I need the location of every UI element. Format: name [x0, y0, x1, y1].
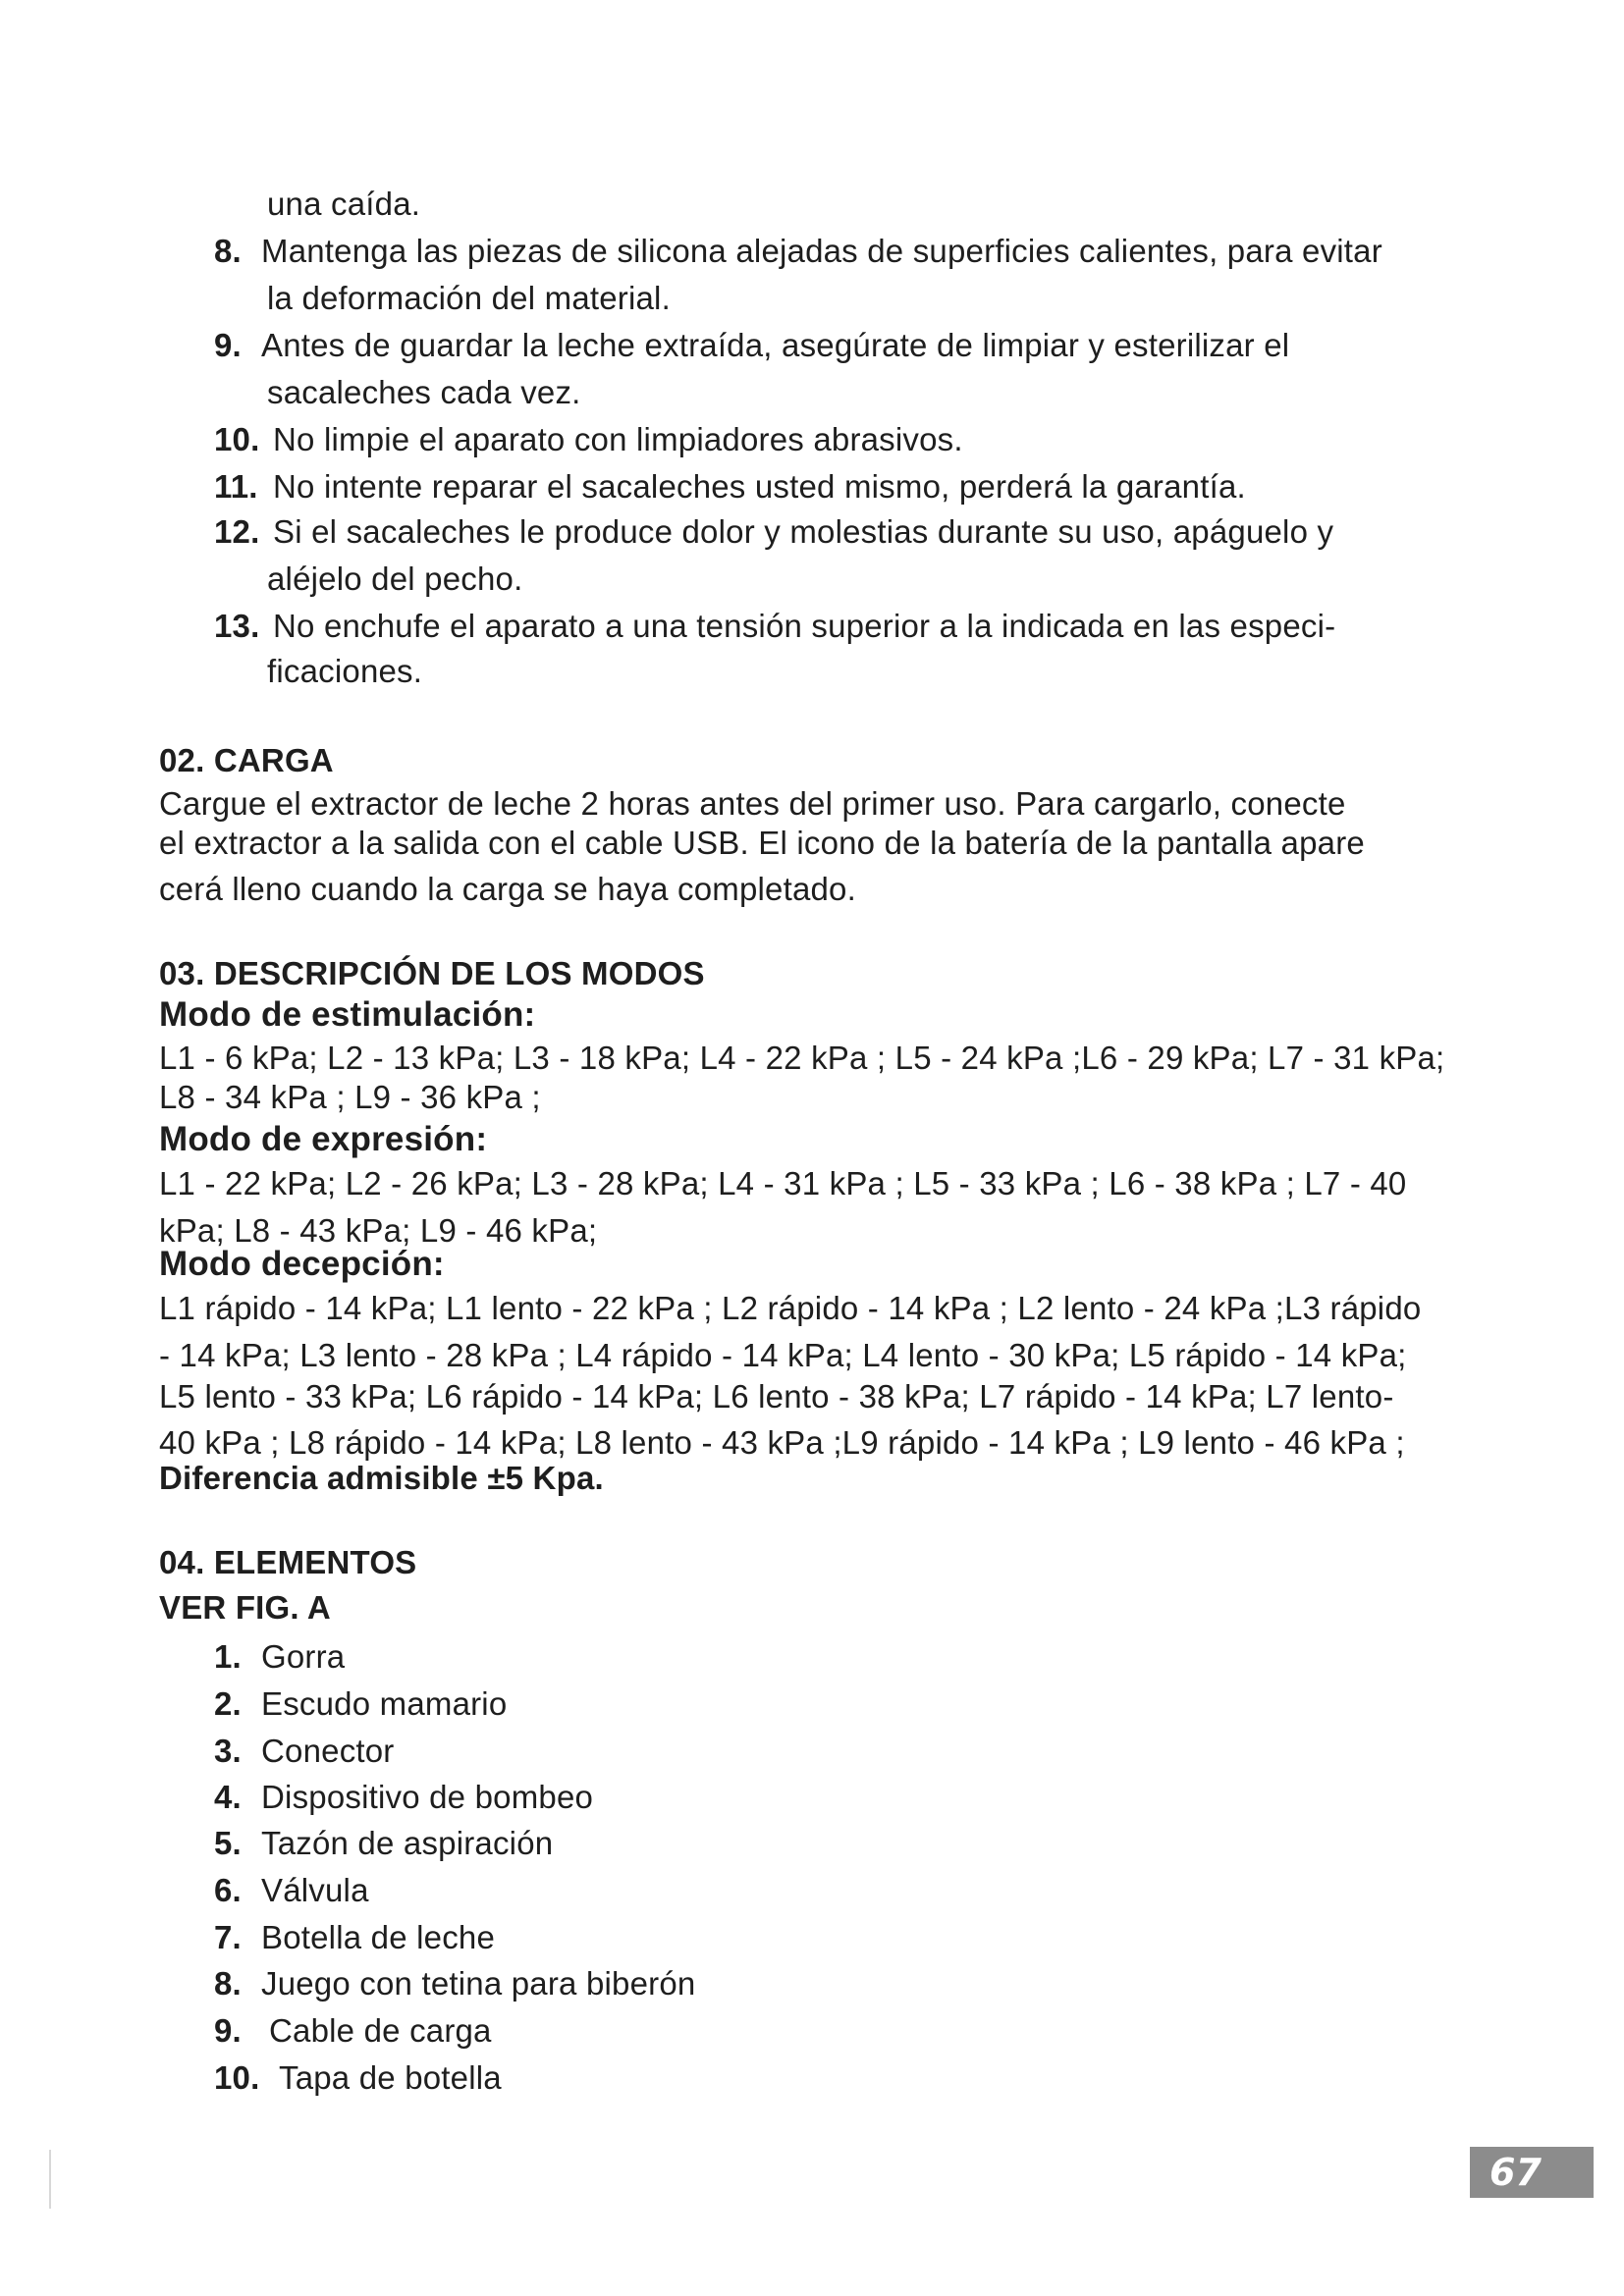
- section-heading-modos: 03. DESCRIPCIÓN DE LOS MODOS: [159, 955, 705, 991]
- element-item: [214, 1918, 495, 1957]
- tolerance-note: Diferencia admisible ±5 Kpa.: [159, 1460, 604, 1496]
- element-label: Dispositivo de bombeo: [261, 1779, 594, 1815]
- element-number: 9.: [214, 2012, 242, 2049]
- mode-title-expresion: Modo de expresión:: [159, 1120, 488, 1158]
- element-number: 2.: [214, 1685, 242, 1722]
- figure-reference: VER FIG. A: [159, 1589, 331, 1626]
- element-item: [214, 1684, 507, 1724]
- mode-title-estimulacion: Modo de estimulación:: [159, 995, 536, 1034]
- element-label: Escudo mamario: [261, 1685, 508, 1722]
- margin-rule: [49, 2150, 51, 2209]
- element-item: [214, 1964, 695, 2003]
- carga-paragraph-line: cerá lleno cuando la carga se haya completado.: [159, 871, 856, 907]
- element-label: Cable de carga: [269, 2012, 492, 2049]
- element-item: [214, 1637, 345, 1677]
- warning-text: No intente reparar el sacaleches usted mismo, perderá la garantía.: [273, 468, 1246, 505]
- warning-number: 8.: [214, 233, 242, 269]
- element-label: Válvula: [261, 1872, 369, 1908]
- mode-title-decepcion: Modo decepción:: [159, 1245, 445, 1283]
- element-item: [214, 1871, 369, 1910]
- warning-text: ficaciones.: [267, 653, 423, 689]
- warning-number: 13.: [214, 608, 260, 644]
- warning-text: Antes de guardar la leche extraída, asegúrate de limpiar y esterilizar el: [261, 327, 1290, 363]
- warning-text: Si el sacaleches le produce dolor y molestias durante su uso, apáguelo y: [273, 513, 1334, 550]
- warning-text: sacaleches cada vez.: [267, 374, 581, 410]
- element-label: Gorra: [261, 1638, 346, 1675]
- element-item: [214, 1824, 553, 1863]
- mode-values-line: - 14 kPa; L3 lento - 28 kPa ; L4 rápido - 14 kPa; L4 lento - 30 kPa; L5 rápido - 14 kPa;: [159, 1337, 1407, 1373]
- element-number: 3.: [214, 1733, 242, 1769]
- mode-values-line: L1 - 6 kPa; L2 - 13 kPa; L3 - 18 kPa; L4 - 22 kPa ; L5 - 24 kPa ;L6 - 29 kPa; L7 - 31 kPa;: [159, 1040, 1445, 1076]
- element-label: Botella de leche: [261, 1919, 496, 1955]
- warning-text: No limpie el aparato con limpiadores abrasivos.: [273, 421, 963, 457]
- mode-values-line: L1 rápido - 14 kPa; L1 lento - 22 kPa ; L2 rápido - 14 kPa ; L2 lento - 24 kPa ;L3 rápido: [159, 1290, 1422, 1326]
- element-number: 10.: [214, 2059, 260, 2096]
- section-heading-elementos: 04. ELEMENTOS: [159, 1544, 417, 1580]
- page-number: 67: [1470, 2147, 1594, 2198]
- mode-values-line: L5 lento - 33 kPa; L6 rápido - 14 kPa; L6 lento - 38 kPa; L7 rápido - 14 kPa; L7 lento-: [159, 1378, 1394, 1415]
- warning-number: 9.: [214, 327, 242, 363]
- element-number: 4.: [214, 1779, 242, 1815]
- element-number: 8.: [214, 1965, 242, 2002]
- carga-paragraph-line: Cargue el extractor de leche 2 horas antes del primer uso. Para cargarlo, conecte: [159, 785, 1346, 822]
- warning-number: 12.: [214, 513, 260, 550]
- element-number: 7.: [214, 1919, 242, 1955]
- carga-paragraph-line: el extractor a la salida con el cable USB. El icono de la batería de la pantalla apare: [159, 825, 1365, 861]
- warning-text: la deformación del material.: [267, 280, 671, 316]
- element-label: Tapa de botella: [279, 2059, 502, 2096]
- element-label: Conector: [261, 1733, 395, 1769]
- element-item: [214, 1778, 593, 1817]
- warning-text: No enchufe el aparato a una tensión superior a la indicada en las especi-: [273, 608, 1336, 644]
- element-item: [214, 1732, 395, 1771]
- section-heading-carga: 02. CARGA: [159, 742, 334, 778]
- warning-text: aléjelo del pecho.: [267, 561, 523, 597]
- element-number: 1.: [214, 1638, 242, 1675]
- warning-number: 11.: [214, 468, 258, 505]
- mode-values-line: 40 kPa ; L8 rápido - 14 kPa; L8 lento - 43 kPa ;L9 rápido - 14 kPa ; L9 lento - 46 kPa ;: [159, 1424, 1405, 1461]
- element-label: Juego con tetina para biberón: [261, 1965, 696, 2002]
- warning-text: Mantenga las piezas de silicona alejadas de superficies calientes, para evitar: [261, 233, 1382, 269]
- mode-values-line: L1 - 22 kPa; L2 - 26 kPa; L3 - 28 kPa; L4 - 31 kPa ; L5 - 33 kPa ; L6 - 38 kPa ; L7 - 40: [159, 1165, 1407, 1201]
- warning-continuation: una caída.: [267, 186, 421, 222]
- element-number: 5.: [214, 1825, 242, 1861]
- element-item: [214, 2011, 492, 2051]
- mode-values-line: L8 - 34 kPa ; L9 - 36 kPa ;: [159, 1079, 541, 1115]
- element-number: 6.: [214, 1872, 242, 1908]
- warning-number: 10.: [214, 421, 260, 457]
- mode-values-line: kPa; L8 - 43 kPa; L9 - 46 kPa;: [159, 1212, 598, 1249]
- element-label: Tazón de aspiración: [261, 1825, 554, 1861]
- element-item: [214, 2058, 502, 2098]
